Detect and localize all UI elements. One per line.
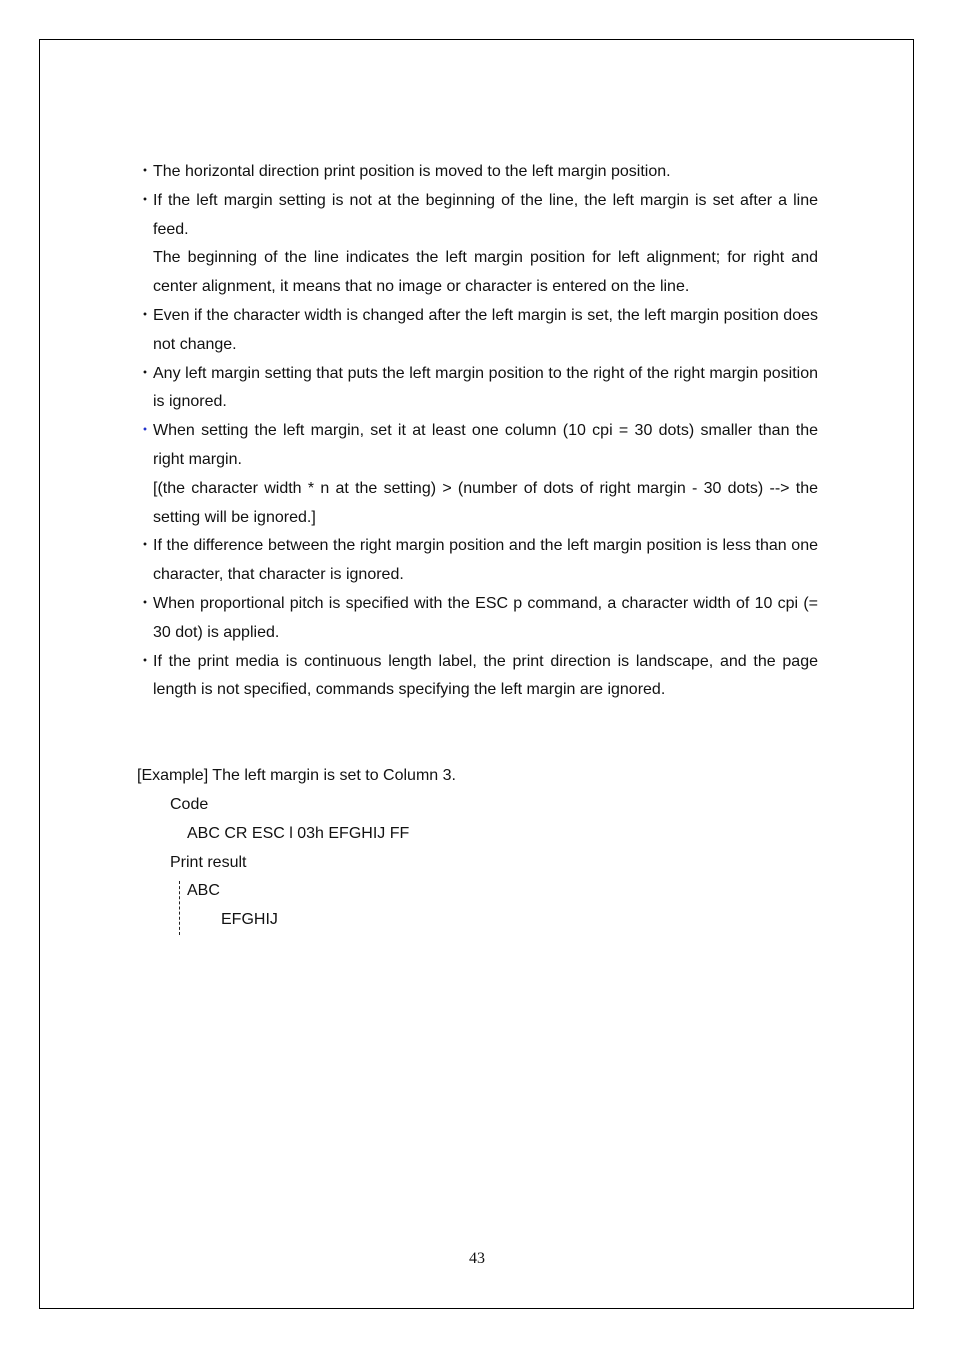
- note-text-continued: [(the character width * n at the setting) > (number of dots of right margin - 30 dots) --> the setting will be ignored.]: [153, 479, 818, 526]
- bullet-mark: ・: [137, 191, 154, 209]
- bullet-mark: ・: [137, 537, 154, 555]
- note-item-1: [137, 158, 818, 187]
- note-text: When proportional pitch is specified with the ESC p command, a character width of 10 cpi (= 30 dot) is applied.: [153, 594, 818, 641]
- note-item-2: [137, 187, 818, 302]
- print-result: [179, 877, 818, 935]
- bullet-mark: ・: [137, 364, 154, 382]
- note-text-continued: The beginning of the line indicates the left margin position for left alignment; for right and center alignment, it means that no image or character is entered on the line.: [153, 249, 818, 296]
- note-text: Even if the character width is changed after the left margin is set, the left margin position does not change.: [153, 306, 818, 353]
- example-section: [137, 762, 818, 935]
- notes-list: [137, 158, 818, 705]
- note-item-6: [137, 532, 818, 590]
- example-title: [Example] The left margin is set to Column 3.: [137, 767, 456, 785]
- bullet-mark: ・: [137, 652, 154, 670]
- code-label: Code: [170, 795, 209, 813]
- note-text: If the difference between the right margin position and the left margin position is less than one character, that character is ignored.: [153, 537, 818, 584]
- note-text: Any left margin setting that puts the left margin position to the right of the right margin position is ignored.: [153, 364, 818, 411]
- note-item-4: [137, 360, 818, 418]
- note-text: If the left margin setting is not at the beginning of the line, the left margin is set after a line feed.: [153, 191, 818, 238]
- note-item-8: [137, 648, 818, 706]
- bullet-mark: ・: [137, 422, 154, 440]
- bullet-mark: ・: [137, 163, 154, 180]
- bullet-mark: ・: [137, 306, 154, 324]
- left-margin-guide: [179, 881, 180, 935]
- code-line: ABC CR ESC l 03h EFGHIJ FF: [187, 824, 410, 842]
- note-text: The horizontal direction print position is moved to the left margin position.: [153, 163, 671, 180]
- print-result-label: Print result: [170, 853, 247, 871]
- note-item-7: [137, 590, 818, 648]
- note-item-5: [137, 417, 818, 532]
- note-text: If the print media is continuous length label, the print direction is landscape, and the page length is not specified, commands specifying the left margin are ignored.: [153, 652, 818, 699]
- note-item-3: [137, 302, 818, 360]
- note-text: When setting the left margin, set it at least one column (10 cpi = 30 dots) smaller than the right margin.: [153, 422, 818, 468]
- bullet-mark: ・: [137, 594, 154, 612]
- result-line-1: ABC: [187, 882, 220, 900]
- result-line-2: EFGHIJ: [221, 911, 278, 929]
- page-number: 43: [469, 1250, 485, 1267]
- page-content: [137, 158, 818, 935]
